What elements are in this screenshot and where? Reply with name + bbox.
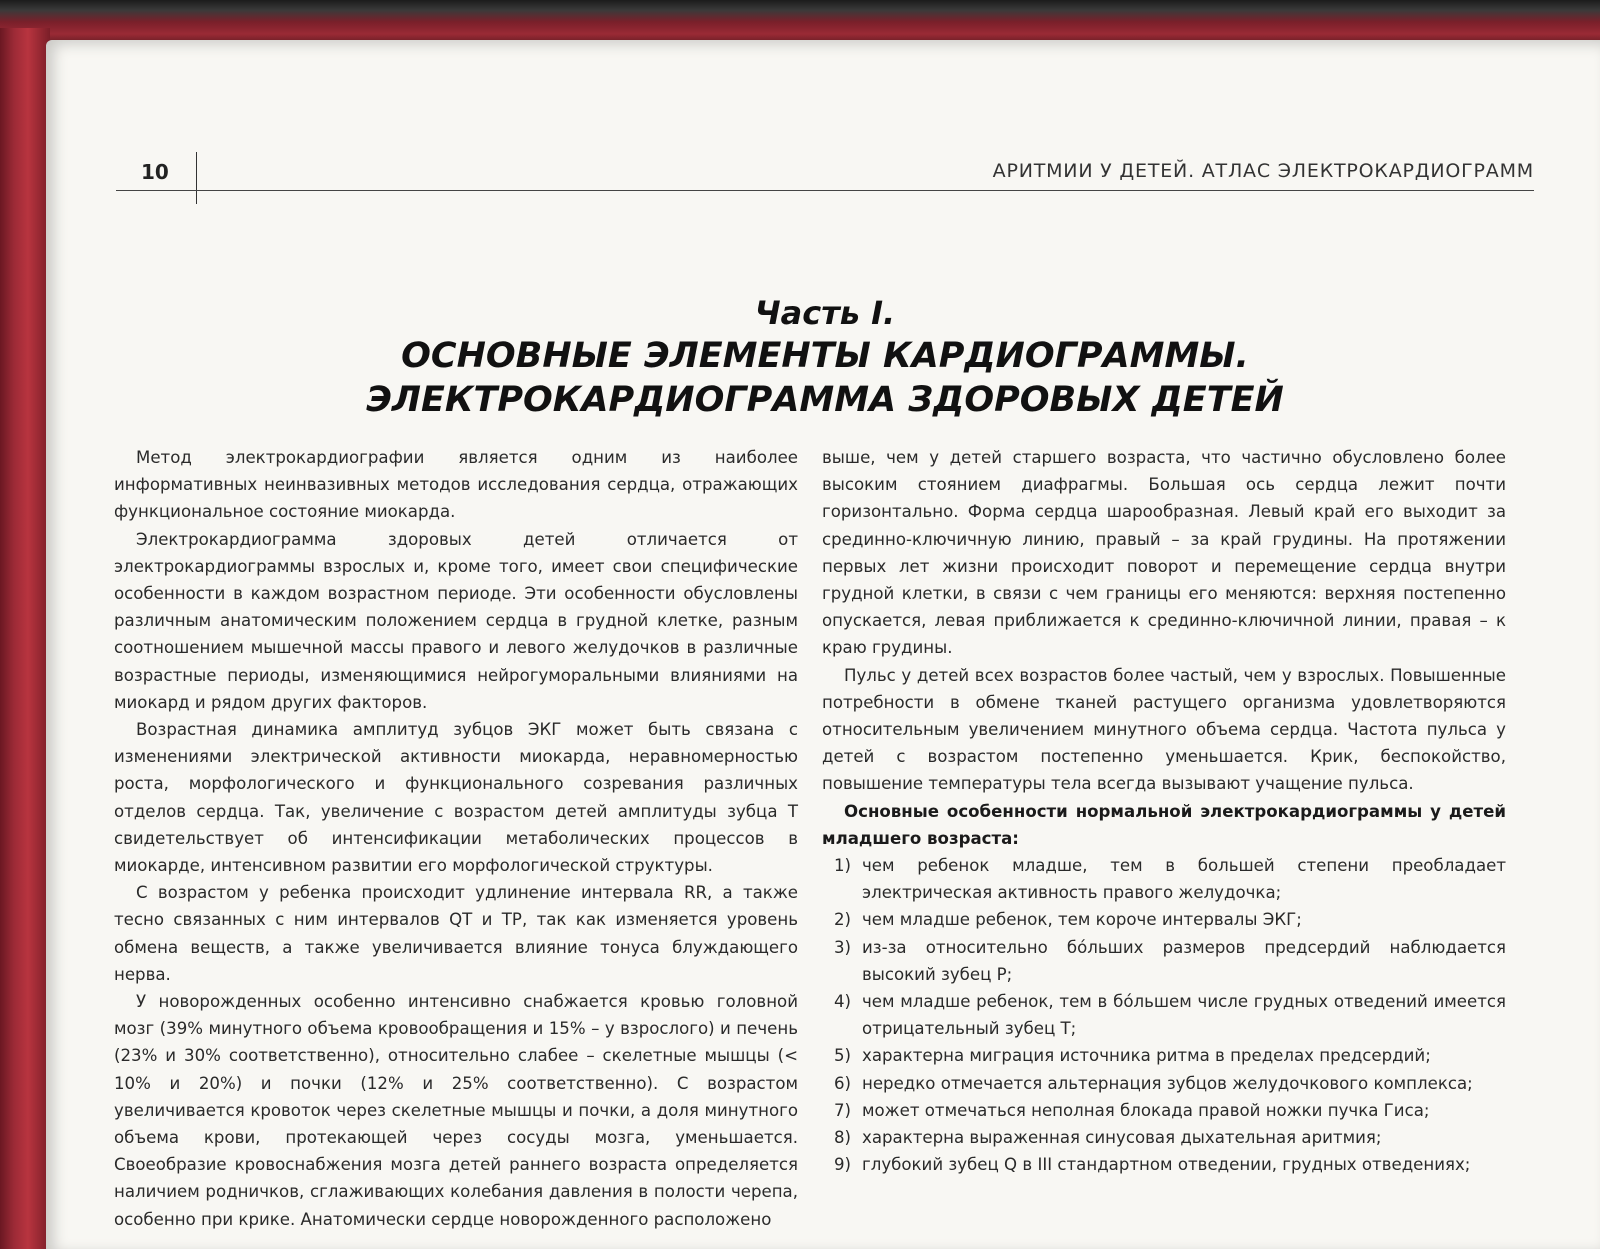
header-divider-vertical	[196, 152, 197, 204]
paragraph: С возрастом у ребенка происходит удлинение интервала RR, а также тесно связанных с ним интервалов QT и TP, так как изменяется уровень обмена веществ, а также увеличивается влияние тонуса блуждающего нерва.	[114, 883, 798, 984]
list-item	[822, 1097, 1506, 1124]
list-item-number: 1)	[834, 856, 852, 876]
right-column	[822, 444, 1506, 1178]
book-page	[46, 40, 1600, 1249]
paragraph: У новорожденных особенно интенсивно снабжается кровью головной мозг (39% минутного объема кровообращения и 15% – у взрослого) и печень (23% и 30% соответственно), относительно слабее – скелетные мышцы (< 10% и 20%) и почки (12% и 25% соответственно). С возрастом увеличивается кровоток через скелетные мышцы и почки, а доля минутного объема крови, протекающей через сосуды мозга, уменьшается. Своеобразие кровоснабжения мозга детей раннего возраста определяется наличием родничков, сглаживающих колебания давления в полости черепа, особенно при крике. Анатомически сердце новорожденного расположено	[114, 992, 798, 1229]
part-title: Часть I.	[754, 294, 896, 332]
paragraph: Пульс у детей всех возрастов более частый, чем у взрослых. Повышенные потребности в обмене тканей растущего организма удовлетворяются относительным увеличением минутного объема сердца. Частота пульса у детей с возрастом постепенно уменьшается. Крик, беспокойство, повышение температуры тела всегда вызывают учащение пульса.	[822, 665, 1506, 794]
list-item	[822, 934, 1506, 988]
list-item	[822, 1042, 1506, 1069]
chapter-heading	[116, 292, 1534, 422]
list-item	[822, 1070, 1506, 1097]
paragraph: Возрастная динамика амплитуд зубцов ЭКГ может быть связана с изменениями электрической активности миокарда, неравномерностью роста, морфологического и функционального созревания различных отделов сердца. Так, увеличение с возрастом детей амплитуды зубца T свидетельствует об интенсификации метаболических процессов в миокарде, интенсивном развитии его морфологической структуры.	[114, 720, 798, 876]
list-item	[822, 1151, 1506, 1178]
list-item-text: чем младше ребенок, тем короче интервалы ЭКГ;	[862, 910, 1302, 930]
list-item-text: чем ребенок младше, тем в большей степени преобладает электрическая активность правого желудочка;	[862, 856, 1506, 903]
list-item-text: может отмечаться неполная блокада правой ножки пучка Гиса;	[862, 1100, 1430, 1120]
list-item-text: из-за относительно бóльших размеров предсердий наблюдается высокий зубец P;	[862, 937, 1506, 984]
list-item	[822, 988, 1506, 1042]
chapter-title-line-1: ОСНОВНЫЕ ЭЛЕМЕНТЫ КАРДИОГРАММЫ.	[401, 336, 1249, 376]
page-number: 10	[141, 160, 169, 184]
list-item-text: характерна выраженная синусовая дыхательная аритмия;	[862, 1128, 1382, 1148]
list-item-number: 2)	[834, 910, 852, 930]
left-column	[114, 444, 798, 1233]
paragraph: Электрокардиограмма здоровых детей отличается от электрокардиограммы взрослых и, кроме того, имеет свои специфические особенности в каждом возрастном периоде. Эти особенности обусловлены различным анатомическим положением сердца в грудной клетке, разным соотношением мышечной массы правого и левого желудочков в различные возрастные периоды, изменяющимися нейрогуморальными влияниями на миокард и рядом других факторов.	[114, 529, 798, 712]
chapter-title-line-2: ЭЛЕКТРОКАРДИОГРАММА ЗДОРОВЫХ ДЕТЕЙ	[366, 380, 1284, 420]
list-item-number: 5)	[834, 1046, 852, 1066]
features-list	[822, 852, 1506, 1178]
list-item-text: чем младше ребенок, тем в бóльшем числе грудных отведений имеется отрицательный зубец T;	[862, 992, 1506, 1039]
list-item-number: 4)	[834, 992, 852, 1012]
list-item-number: 8)	[834, 1128, 852, 1148]
list-item-number: 3)	[834, 937, 852, 957]
section-subheading: Основные особенности нормальной электрокардиограммы у детей младшего возраста:	[822, 801, 1506, 848]
list-item-number: 9)	[834, 1155, 852, 1175]
list-item	[822, 1124, 1506, 1151]
list-item	[822, 852, 1506, 906]
book-binding-left	[0, 28, 50, 1249]
page-header	[116, 112, 1534, 192]
list-item-text: характерна миграция источника ритма в пределах предсердий;	[862, 1046, 1431, 1066]
list-item-number: 7)	[834, 1100, 852, 1120]
list-item	[822, 906, 1506, 933]
header-rule	[116, 190, 1534, 191]
paragraph-continued: выше, чем у детей старшего возраста, что частично обусловлено более высоким стоянием диафрагмы. Большая ось сердца лежит почти горизонтально. Форма сердца шарообразная. Левый край его выходит за срединно-ключичную линию, правый – за край грудины. На протяжении первых лет жизни происходит поворот и перемещение сердца внутри грудной клетки, в связи с чем границы его меняются: верхняя постепенно опускается, левая приближается к срединно-ключичной линии, правая – к краю грудины.	[822, 448, 1506, 658]
list-item-number: 6)	[834, 1073, 852, 1093]
running-title: АРИТМИИ У ДЕТЕЙ. АТЛАС ЭЛЕКТРОКАРДИОГРАММ	[992, 160, 1534, 182]
list-item-text: глубокий зубец Q в III стандартном отведении, грудных отведениях;	[862, 1155, 1471, 1175]
list-item-text: нередко отмечается альтернация зубцов желудочкового комплекса;	[862, 1073, 1473, 1093]
paragraph: Метод электрокардиографии является одним из наиболее информативных неинвазивных методов исследования сердца, отражающих функциональное состояние миокарда.	[114, 448, 798, 522]
